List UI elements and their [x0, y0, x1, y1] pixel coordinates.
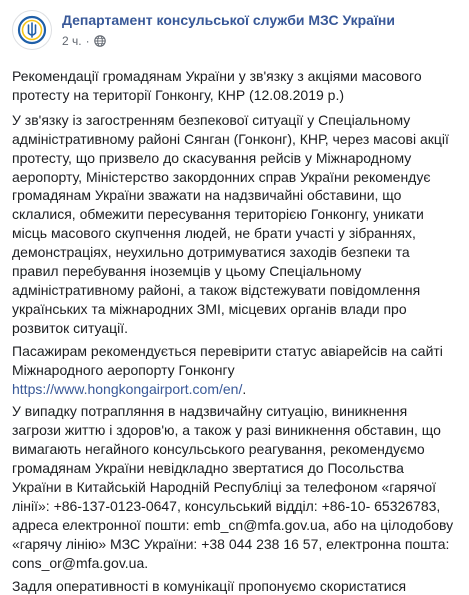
page-avatar[interactable] — [12, 10, 52, 50]
post-paragraph-situation: У зв'язку із загостренням безпекової ситуації у Спеціальному адміністративному районі Сянган (Гонконг), КНР, через масові акції протесту, що призвело до скасування рейсів у Міжнародному аеропорту, Міністерство закордонних справ України рекомендує громадянам України зважати на надзвичайні обставини, що склалися, обмежити пересування територією Гонконгу, уникати місць масового скупчення людей, не брати участі у зібраннях, демонстраціях, неухильно дотримуватися заходів безпеки та правил перебування іноземців у цьому Спеціальному адміністративному районі, а також відстежувати повідомлення українських та міжнародних ЗМІ, місцевих органів влади про розвиток ситуації. — [12, 111, 449, 336]
post-header — [12, 10, 457, 60]
consular-service-logo — [15, 13, 49, 47]
post-meta — [62, 33, 395, 49]
post-paragraph-passengers — [12, 342, 457, 399]
globe-icon[interactable] — [94, 35, 106, 47]
link-suffix: . — [242, 380, 247, 397]
meta-separator: · — [85, 34, 90, 48]
airport-link[interactable]: https://www.hongkongairport.com/en/ — [12, 380, 243, 397]
post-paragraph-emergency: У випадку потрапляння в надзвичайну ситуацію, виникнення загрози життю і здоров'ю, а також у разі виникнення обставин, що вимагають негайного консульського реагування, рекомендуємо громадянам України невідкладно звертатися до Посольства України в Китайській Народній Республіці за телефоном «гарячої лінії»: +86-137-0123-0647, консульський відділ: +86-10- 65326783, адреса електронної пошти: emb_cn@mfa.gov.ua, або на цілодобову «гарячу лінію» МЗС України: +38 044 238 16 57, електронна пошта: cons_or@mfa.gov.ua. — [12, 403, 454, 571]
page-name-link[interactable]: Департамент консульської служби МЗС України — [62, 12, 395, 28]
post-title: Рекомендації громадянам України у зв'язку з акціями масового протесту на території Гонконгу, КНР (12.08.2019 р.) — [12, 68, 422, 103]
post-body — [12, 67, 457, 595]
post-timestamp[interactable]: 2 ч. — [62, 34, 82, 48]
passengers-text: Пасажирам рекомендується перевірити статус авіарейсів на сайті Міжнародного аеропорту Гонконгу — [12, 342, 443, 378]
post-paragraph-communication: Задля оперативності в комунікації пропонуємо скористатися — [12, 577, 407, 594]
